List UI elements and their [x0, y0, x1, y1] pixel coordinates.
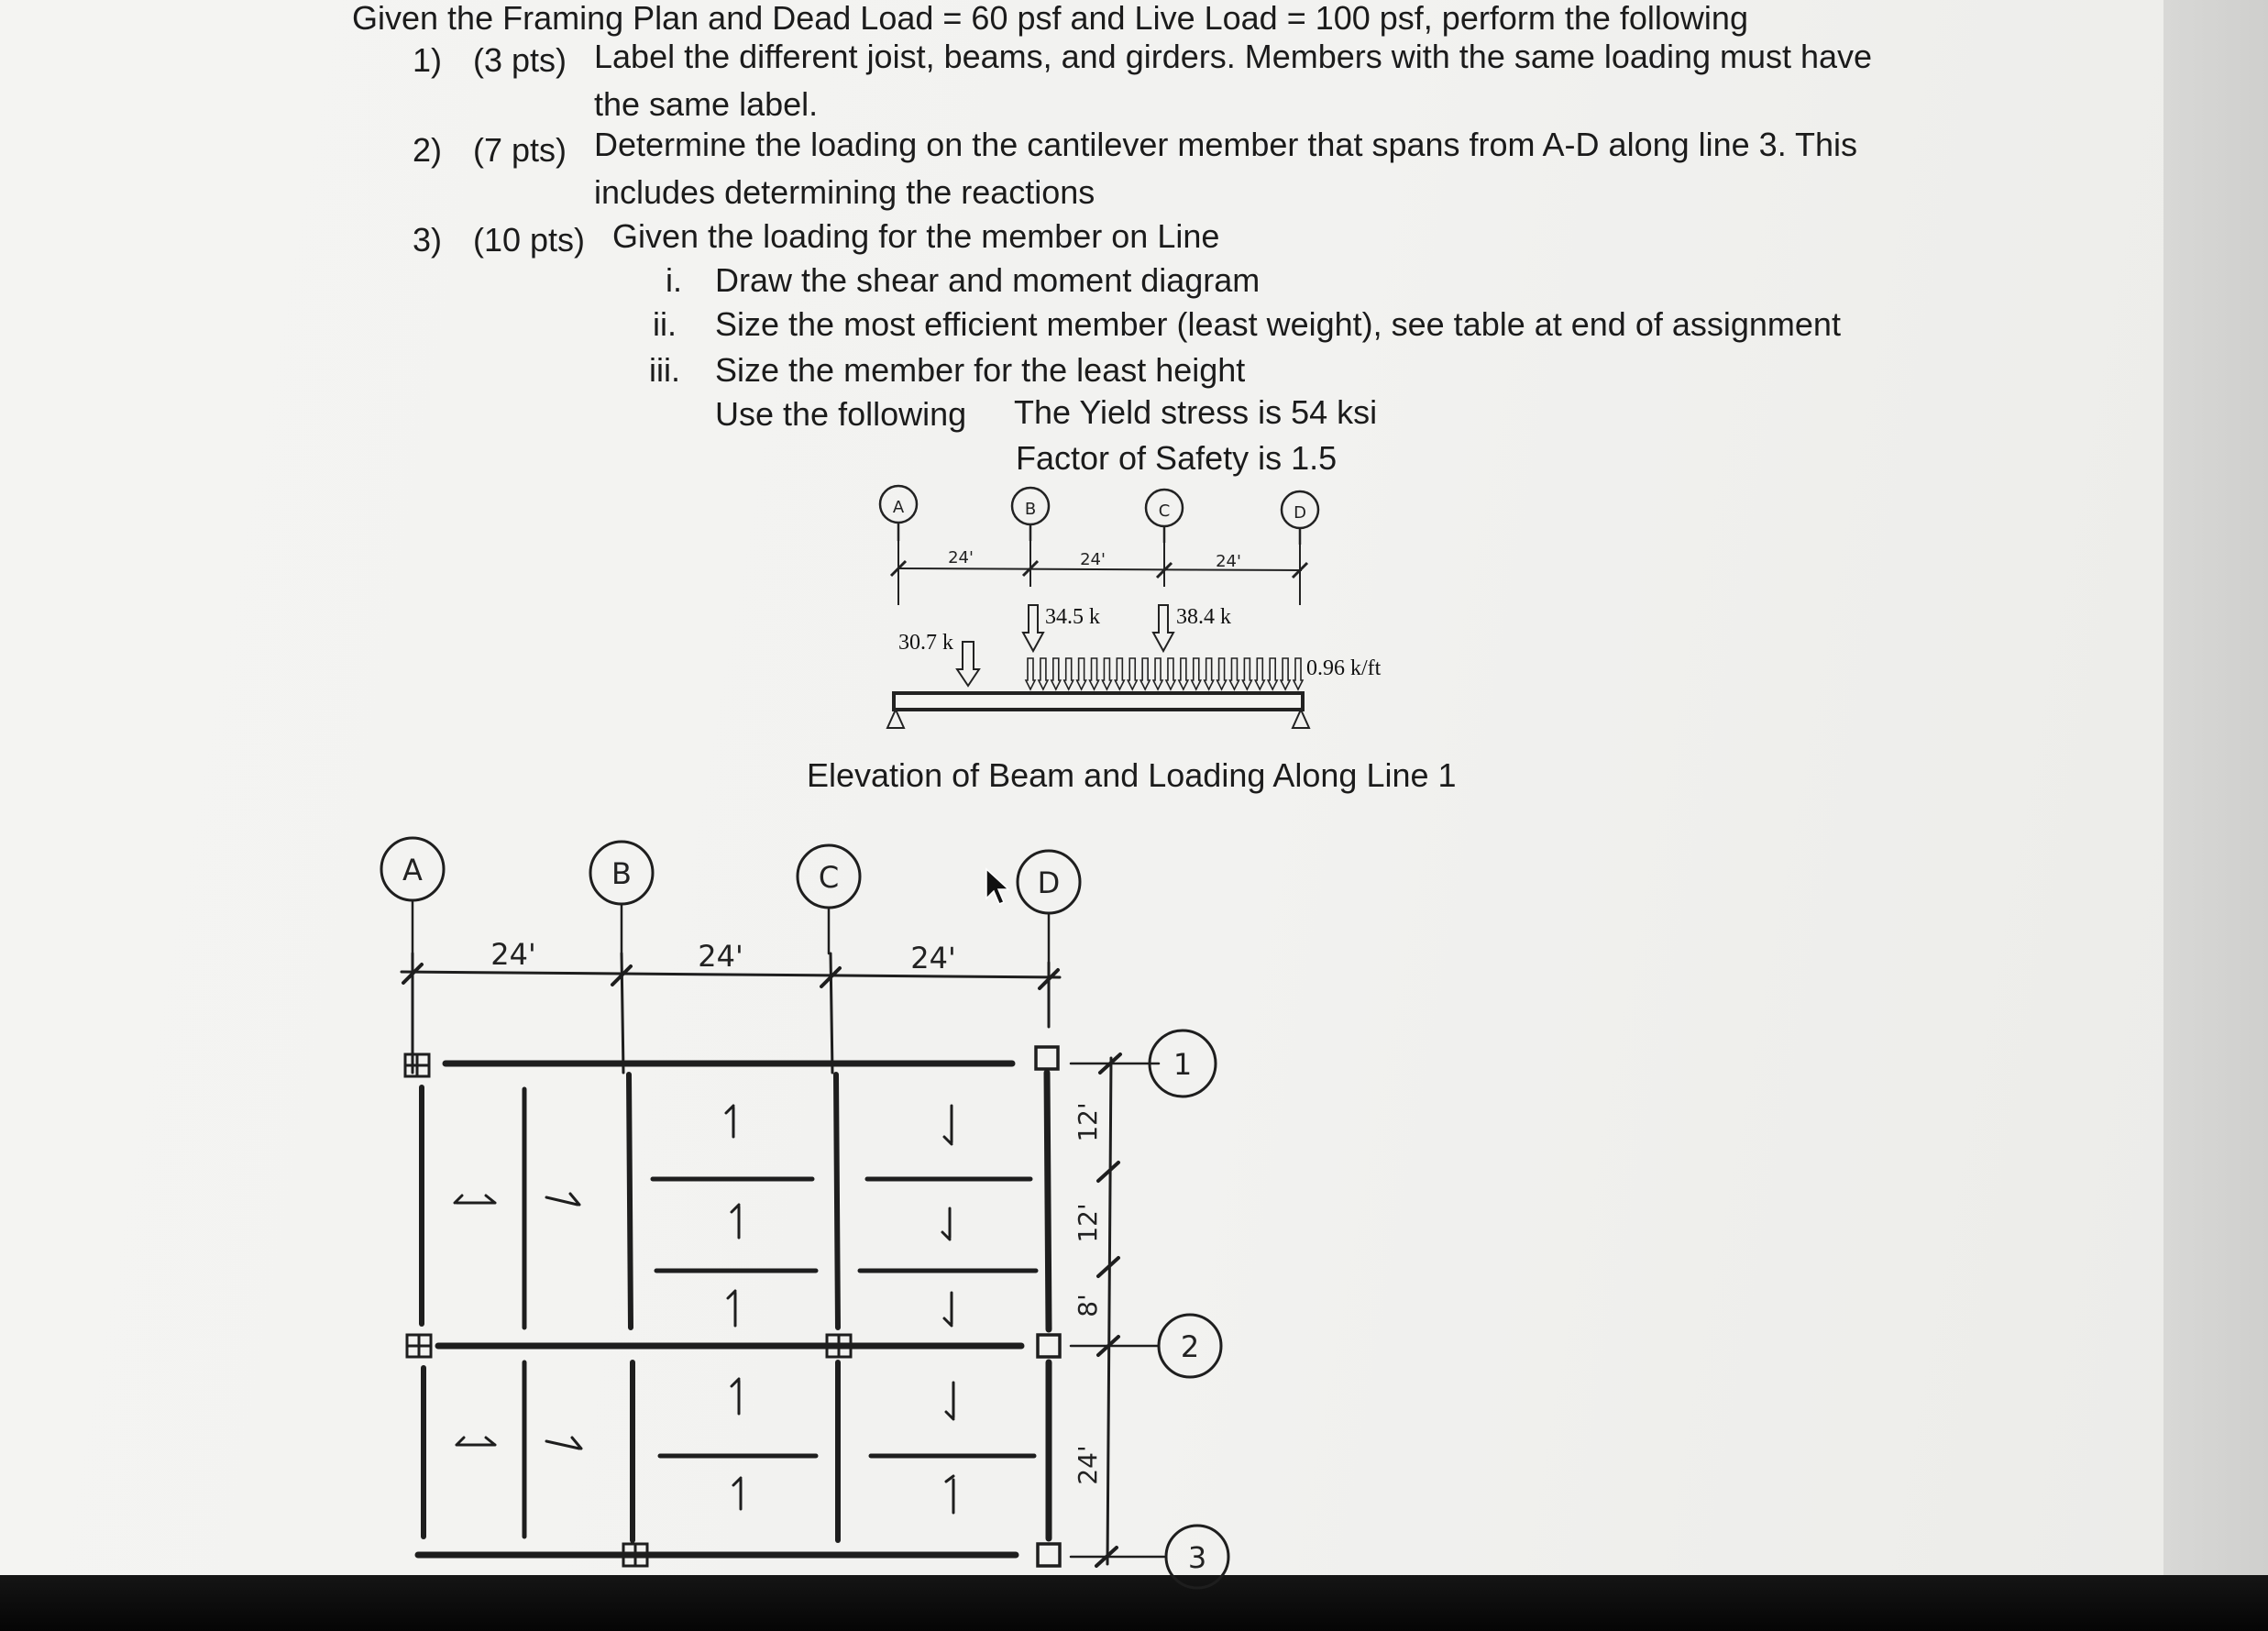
item-1-text-cont: the same label.: [594, 85, 819, 123]
plan-dim-24: 24': [1073, 1445, 1103, 1485]
item-1-number: 1): [413, 41, 443, 79]
plan-grid-label-3: 3: [1187, 1540, 1207, 1575]
girder-d-bay1: [1047, 1073, 1049, 1329]
distributed-load-arrow: [1179, 658, 1188, 689]
support-right: [1293, 710, 1309, 728]
subitem-iii-text: Size the member for the least height: [715, 351, 1246, 389]
plan-dim-8: 8': [1073, 1294, 1103, 1317]
distributed-load-arrow: [1128, 658, 1137, 689]
distributed-load-arrow: [1166, 658, 1175, 689]
subitem-i-number: i.: [666, 261, 682, 299]
subitem-ii-number: ii.: [653, 305, 677, 343]
item-3-number: 3): [413, 221, 443, 259]
column-c2: [827, 1335, 851, 1357]
plan-span-ab: 24': [490, 937, 536, 972]
column-d1: [1036, 1047, 1058, 1069]
beam-b-bay1: [629, 1074, 631, 1328]
point-load-arrow-b: [1023, 605, 1043, 651]
item-3-points: (10 pts): [473, 221, 586, 259]
elevation-grid-label-d: D: [1294, 503, 1306, 523]
column-d2: [1038, 1335, 1060, 1357]
item-2-text-cont: includes determining the reactions: [594, 173, 1095, 211]
beam-c-bay1: [836, 1074, 838, 1328]
distributed-load-arrow: [1140, 658, 1150, 689]
plan-grid-label-a: A: [402, 853, 423, 887]
elevation-grid-label-c: C: [1158, 501, 1171, 521]
mouse-cursor-icon: [986, 869, 1008, 904]
distributed-load-arrow: [1064, 658, 1073, 689]
plan-dimension-line-vertical: [1107, 1058, 1111, 1564]
plan-grid-label-1: 1: [1173, 1047, 1193, 1082]
span-direction-arrows: [455, 1106, 953, 1513]
item-2-points: (7 pts): [473, 131, 567, 169]
distributed-load-arrow: [1294, 658, 1303, 689]
elevation-span-ab: 24': [948, 548, 974, 568]
plan-grid-label-c: C: [818, 860, 840, 895]
point-load-b-label: 34.5 k: [1045, 605, 1100, 629]
item-3-text: Given the loading for the member on Line: [612, 217, 1220, 255]
distributed-load-arrow: [1077, 658, 1086, 689]
distributed-load-arrow: [1090, 658, 1099, 689]
elevation-beam: [894, 693, 1303, 710]
distributed-load-arrow: [1039, 658, 1048, 689]
distributed-load-arrow: [1102, 658, 1111, 689]
item-2-text: Determine the loading on the cantilever member that spans from A-D along line 3. This: [594, 126, 1858, 163]
plan-grid-label-b: B: [611, 856, 632, 891]
point-load-c-label: 38.4 k: [1176, 605, 1231, 629]
plan-dim-12-lower: 12': [1073, 1203, 1103, 1243]
distributed-load-arrow: [1255, 658, 1264, 689]
distributed-load-arrow: [1153, 658, 1162, 689]
column-a2: [407, 1335, 431, 1357]
column-b3: [623, 1544, 647, 1566]
elevation-grid-label-a: A: [892, 498, 905, 517]
distributed-load-arrow: [1026, 658, 1035, 689]
intro-text: Given the Framing Plan and Dead Load = 60 psf and Live Load = 100 psf, perform the following: [352, 0, 1748, 37]
distributed-load-arrow: [1115, 658, 1124, 689]
subitem-iii-number: iii.: [649, 351, 680, 389]
item-2-number: 2): [413, 131, 443, 169]
yield-stress-text: The Yield stress is 54 ksi: [1014, 393, 1378, 431]
point-load-arrow-a: [957, 642, 979, 686]
factor-of-safety-text: Factor of Safety is 1.5: [1016, 439, 1338, 477]
distributed-load-arrow: [1217, 658, 1227, 689]
plan-grid-label-d: D: [1037, 865, 1061, 900]
elevation-caption: Elevation of Beam and Loading Along Line 1: [807, 756, 1457, 794]
plan-grid-label-2: 2: [1180, 1329, 1200, 1364]
distributed-load-arrows: [1026, 658, 1303, 689]
elevation-grid-label-b: B: [1024, 500, 1037, 519]
elevation-span-cd: 24': [1216, 552, 1241, 571]
distributed-load-arrow: [1268, 658, 1277, 689]
column-d3: [1038, 1544, 1060, 1566]
distributed-load-arrow: [1242, 658, 1251, 689]
distributed-load-label: 0.96 k/ft: [1306, 656, 1382, 680]
subitem-i-text: Draw the shear and moment diagram: [715, 261, 1261, 299]
elevation-span-bc: 24': [1080, 550, 1106, 569]
distributed-load-arrow: [1205, 658, 1214, 689]
plan-span-bc: 24': [698, 939, 743, 974]
column-a1: [405, 1054, 429, 1076]
distributed-load-arrow: [1192, 658, 1201, 689]
item-1-points: (3 pts): [473, 41, 567, 79]
plan-dim-12-upper: 12': [1073, 1102, 1103, 1142]
subitem-ii-text: Size the most efficient member (least weight), see table at end of assignment: [715, 305, 1841, 343]
support-left: [887, 710, 904, 728]
distributed-load-arrow: [1229, 658, 1239, 689]
distributed-load-arrow: [1051, 658, 1061, 689]
point-load-a-label: 30.7 k: [898, 631, 953, 655]
use-following-label: Use the following: [715, 395, 967, 433]
plan-span-cd: 24': [910, 941, 956, 975]
point-load-arrow-c: [1153, 605, 1173, 651]
item-1-text: Label the different joist, beams, and girders. Members with the same loading must have: [594, 38, 1873, 75]
distributed-load-arrow: [1281, 658, 1290, 689]
